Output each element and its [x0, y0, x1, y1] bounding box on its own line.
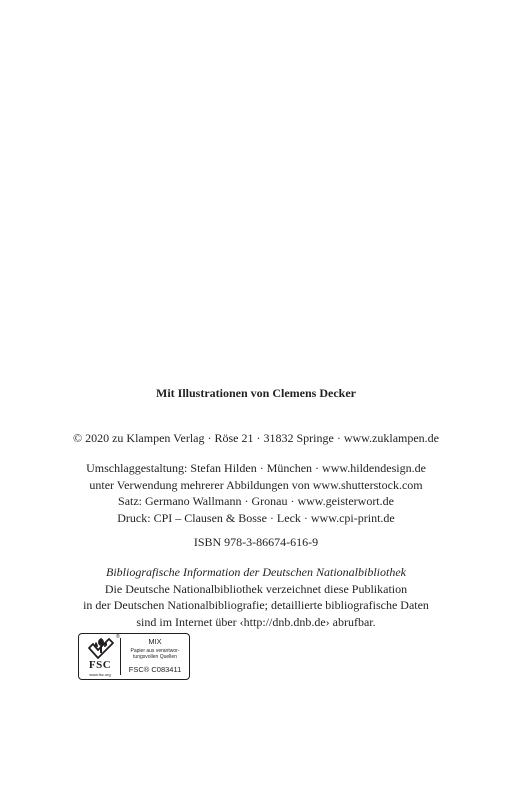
fsc-description-line: tungsvollen Quellen — [133, 654, 177, 660]
cip-line: Die Deutsche Nationalbibliothek verzeichnet diese Publikation — [104, 581, 408, 596]
fsc-license-code: FSC® C083411 — [128, 665, 182, 674]
fsc-info — [123, 637, 187, 674]
fsc-label — [78, 633, 190, 680]
fsc-registered-mark: ® — [116, 634, 120, 640]
fsc-logo — [82, 636, 118, 678]
illustration-credit — [0, 385, 512, 402]
cip-heading: Bibliografische Information der Deutschen Nationalbibliothek — [106, 565, 406, 579]
cip-line: in der Deutschen Nationalbibliografie; detaillierte bibliografische Daten — [83, 598, 429, 612]
fsc-url: www.fsc.org — [89, 672, 111, 677]
production-credits — [0, 460, 512, 526]
fsc-mix-label: MIX — [148, 637, 162, 646]
illustration-credit-text: Mit Illustrationen von Clemens Decker — [156, 386, 356, 400]
fsc-description-line: Papier aus verantwor- — [130, 648, 180, 654]
fsc-divider — [120, 638, 121, 675]
typesetting-credit: Satz: Germano Wallmann · Gronau · www.geisterwort.de — [118, 494, 394, 508]
cip-line: sind im Internet über ‹http://dnb.dnb.de› abrufbar. — [136, 614, 376, 629]
isbn-text: ISBN 978-3-86674-616-9 — [193, 535, 319, 549]
cover-image-credit: unter Verwendung mehrerer Abbildungen von www.shutterstock.com — [89, 477, 423, 492]
printing-credit: Druck: CPI – Clausen & Bosse · Leck · www.cpi-print.de — [117, 510, 395, 525]
copyright-notice — [0, 430, 512, 447]
fsc-description — [123, 648, 187, 660]
fsc-wordmark: FSC — [88, 659, 112, 671]
cip-notice — [0, 564, 512, 630]
isbn — [0, 534, 512, 551]
copyright-text: © 2020 zu Klampen Verlag · Röse 21 · 31832 Springe · www.zuklampen.de — [72, 431, 440, 445]
cover-design-credit: Umschlaggestaltung: Stefan Hilden · München · www.hildendesign.de — [86, 461, 426, 475]
fsc-tree-checkmark-icon — [87, 636, 115, 660]
